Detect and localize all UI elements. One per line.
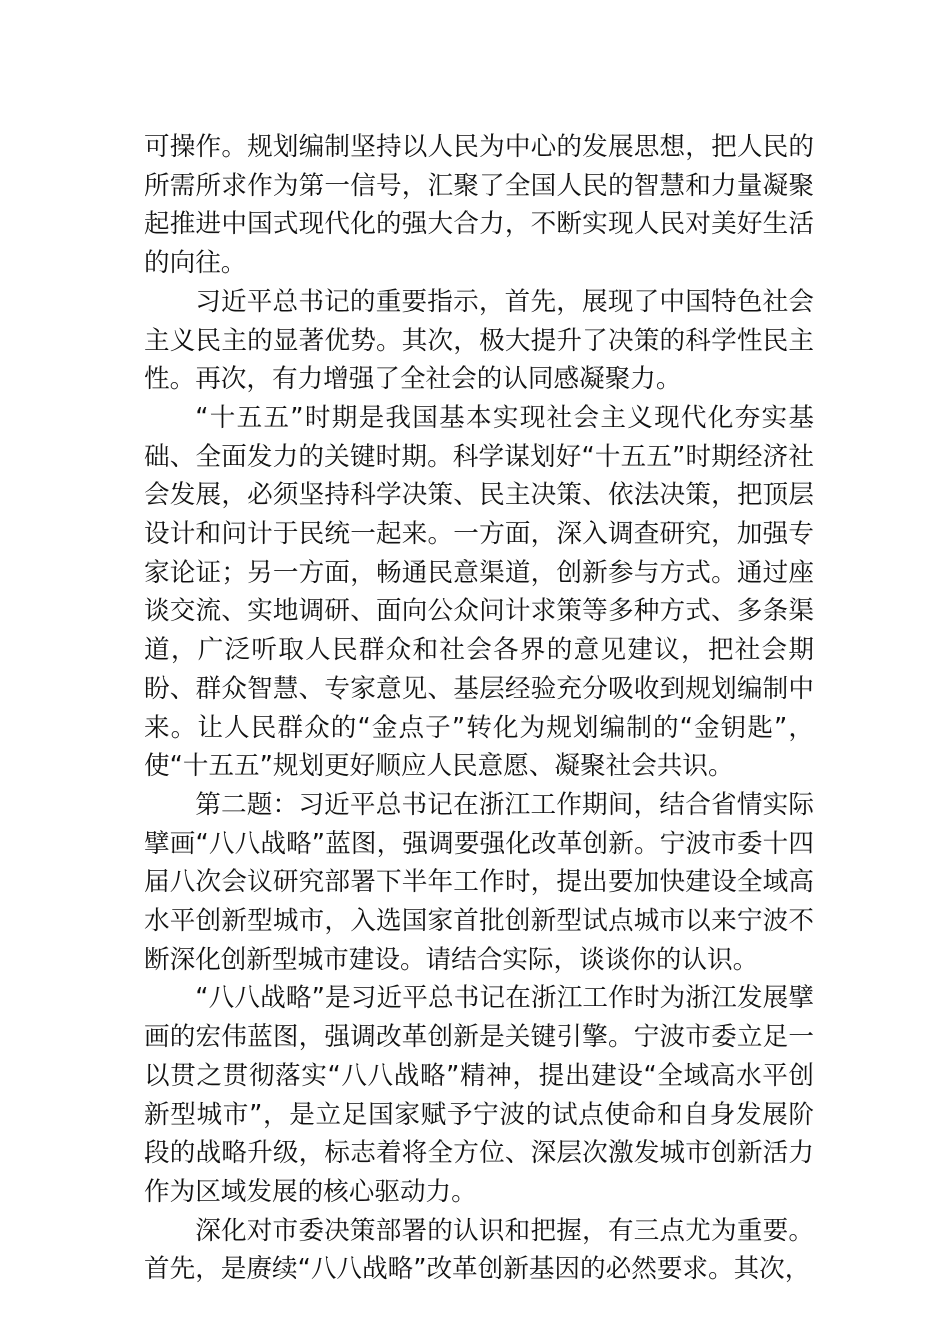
paragraph-2: 习近平总书记的重要指示，首先，展现了中国特色社会主义民主的显著优势。其次，极大提升了决策的科学性民主性。再次，有力增强了全社会的认同感凝聚力。 [144, 286, 814, 395]
paragraph-6: 深化对市委决策部署的认识和把握，有三点尤为重要。首先，是赓续“八八战略”改革创新基因的必然要求。其次， [144, 1215, 814, 1285]
paragraph-question-2: 第二题：习近平总书记在浙江工作期间，结合省情实际擘画“八八战略”蓝图，强调要强化改革创新。宁波市委十四届八次会议研究部署下半年工作时，提出要加快建设全域高水平创新型城市，入选国家首批创新型试点城市以来宁波不断深化创新型城市建设。请结合实际，谈谈你的认识。 [144, 789, 814, 975]
paragraph-1: 可操作。规划编制坚持以人民为中心的发展思想，把人民的所需所求作为第一信号，汇聚了全国人民的智慧和力量凝聚起推进中国式现代化的强大合力，不断实现人民对美好生活的向往。 [144, 132, 814, 279]
paragraph-5: “八八战略”是习近平总书记在浙江工作时为浙江发展擘画的宏伟蓝图，强调改革创新是关键引擎。宁波市委立足一以贯之贯彻落实“八八战略”精神，提出建设“全域高水平创新型城市”，是立足国家赋予宁波的试点使命和自身发展阶段的战略升级，标志着将全方位、深层次激发城市创新活力作为区域发展的核心驱动力。 [144, 983, 814, 1207]
document-body [144, 128, 814, 1289]
paragraph-3: “十五五”时期是我国基本实现社会主义现代化夯实基础、全面发力的关键时期。科学谋划好“十五五”时期经济社会发展，必须坚持科学决策、民主决策、依法决策，把顶层设计和问计于民统一起来。一方面，深入调查研究，加强专家论证；另一方面，畅通民意渠道，创新参与方式。通过座谈交流、实地调研、面向公众问计求策等多种方式、多条渠道，广泛听取人民群众和社会各界的意见建议，把社会期盼、群众智慧、专家意见、基层经验充分吸收到规划编制中来。让人民群众的“金点子”转化为规划编制的“金钥匙”，使“十五五”规划更好顺应人民意愿、凝聚社会共识。 [144, 402, 814, 782]
